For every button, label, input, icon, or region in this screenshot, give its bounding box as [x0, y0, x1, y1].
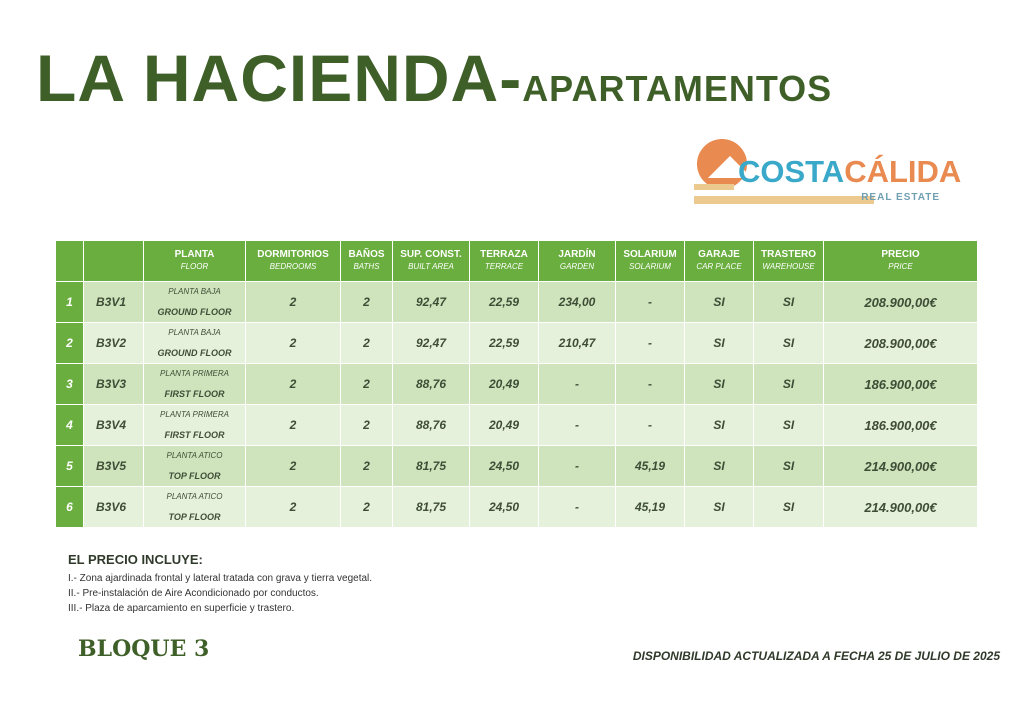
unit-code: B3V5	[84, 446, 144, 487]
unit-garage: SI	[685, 364, 754, 405]
unit-built-area: 88,76	[393, 405, 470, 446]
header-baths: BAÑOS BATHS	[341, 241, 393, 282]
unit-storage: SI	[754, 323, 824, 364]
unit-bedrooms: 2	[246, 487, 341, 528]
unit-baths: 2	[341, 446, 393, 487]
unit-price: 214.900,00€	[824, 446, 978, 487]
unit-bedrooms: 2	[246, 282, 341, 323]
unit-code: B3V1	[84, 282, 144, 323]
unit-terrace: 20,49	[470, 405, 539, 446]
unit-number: 4	[56, 405, 84, 446]
unit-number: 1	[56, 282, 84, 323]
price-includes	[68, 552, 372, 616]
unit-code: B3V2	[84, 323, 144, 364]
unit-solarium: 45,19	[616, 487, 685, 528]
unit-code: B3V3	[84, 364, 144, 405]
unit-floor: PLANTA PRIMERA FIRST FLOOR	[144, 364, 246, 405]
unit-storage: SI	[754, 446, 824, 487]
title-main: LA HACIENDA-	[36, 41, 523, 115]
table-header-row	[56, 241, 978, 282]
unit-garden: -	[539, 446, 616, 487]
unit-number: 3	[56, 364, 84, 405]
unit-floor: PLANTA ATICO TOP FLOOR	[144, 487, 246, 528]
unit-code: B3V6	[84, 487, 144, 528]
unit-floor: PLANTA BAJA GROUND FLOOR	[144, 323, 246, 364]
header-num	[56, 241, 84, 282]
unit-storage: SI	[754, 405, 824, 446]
table-row	[56, 282, 978, 323]
unit-terrace: 24,50	[470, 487, 539, 528]
header-garden: JARDÍN GARDEN	[539, 241, 616, 282]
unit-garden: -	[539, 364, 616, 405]
unit-garden: -	[539, 405, 616, 446]
unit-terrace: 22,59	[470, 323, 539, 364]
table-row	[56, 487, 978, 528]
unit-price: 186.900,00€	[824, 364, 978, 405]
unit-solarium: -	[616, 282, 685, 323]
unit-baths: 2	[341, 282, 393, 323]
header-solarium: SOLARIUM SOLARIUM	[616, 241, 685, 282]
unit-floor: PLANTA ATICO TOP FLOOR	[144, 446, 246, 487]
unit-storage: SI	[754, 282, 824, 323]
header-garage: GARAJE CAR PLACE	[685, 241, 754, 282]
unit-garden: -	[539, 487, 616, 528]
unit-solarium: -	[616, 364, 685, 405]
block-label: BLOQUE 3	[78, 636, 210, 662]
header-storage: TRASTERO WAREHOUSE	[754, 241, 824, 282]
unit-garage: SI	[685, 446, 754, 487]
unit-floor: PLANTA BAJA GROUND FLOOR	[144, 282, 246, 323]
includes-item: II.- Pre-instalación de Aire Acondicionado por conductos.	[68, 588, 319, 599]
unit-garage: SI	[685, 405, 754, 446]
unit-code: B3V4	[84, 405, 144, 446]
unit-number: 6	[56, 487, 84, 528]
unit-terrace: 24,50	[470, 446, 539, 487]
unit-built-area: 81,75	[393, 446, 470, 487]
unit-bedrooms: 2	[246, 364, 341, 405]
logo-brand	[738, 154, 961, 190]
header-terrace: TERRAZA TERRACE	[470, 241, 539, 282]
unit-bedrooms: 2	[246, 323, 341, 364]
unit-bedrooms: 2	[246, 405, 341, 446]
unit-baths: 2	[341, 405, 393, 446]
unit-built-area: 81,75	[393, 487, 470, 528]
unit-garden: 234,00	[539, 282, 616, 323]
unit-number: 5	[56, 446, 84, 487]
header-price: PRECIO PRICE	[824, 241, 978, 282]
table-row	[56, 323, 978, 364]
unit-price: 214.900,00€	[824, 487, 978, 528]
unit-garage: SI	[685, 487, 754, 528]
includes-heading: EL PRECIO INCLUYE:	[68, 552, 203, 567]
includes-item: III.- Plaza de aparcamiento en superficie y trastero.	[68, 603, 295, 614]
header-built-area: SUP. CONST. BUILT AREA	[393, 241, 470, 282]
unit-garage: SI	[685, 323, 754, 364]
unit-solarium: -	[616, 323, 685, 364]
unit-storage: SI	[754, 487, 824, 528]
unit-baths: 2	[341, 364, 393, 405]
unit-terrace: 20,49	[470, 364, 539, 405]
logo-brand-costa: COSTA	[738, 154, 845, 189]
unit-garage: SI	[685, 282, 754, 323]
availability-date: DISPONIBILIDAD ACTUALIZADA A FECHA 25 DE JULIO DE 2025	[632, 649, 1000, 663]
page-title	[36, 40, 832, 116]
unit-number: 2	[56, 323, 84, 364]
unit-baths: 2	[341, 487, 393, 528]
costa-calida-logo	[694, 134, 962, 210]
unit-bedrooms: 2	[246, 446, 341, 487]
logo-tagline: REAL ESTATE	[861, 192, 940, 203]
unit-price: 186.900,00€	[824, 405, 978, 446]
unit-terrace: 22,59	[470, 282, 539, 323]
unit-built-area: 92,47	[393, 323, 470, 364]
title-sub: APARTAMENTOS	[522, 68, 833, 109]
table-row	[56, 364, 978, 405]
logo-brand-calida: CÁLIDA	[844, 154, 962, 189]
unit-price: 208.900,00€	[824, 282, 978, 323]
unit-storage: SI	[754, 364, 824, 405]
includes-item: I.- Zona ajardinada frontal y lateral tratada con grava y tierra vegetal.	[68, 573, 373, 584]
unit-garden: 210,47	[539, 323, 616, 364]
unit-solarium: -	[616, 405, 685, 446]
unit-price: 208.900,00€	[824, 323, 978, 364]
header-bedrooms: DORMITORIOS BEDROOMS	[246, 241, 341, 282]
unit-built-area: 92,47	[393, 282, 470, 323]
unit-solarium: 45,19	[616, 446, 685, 487]
unit-built-area: 88,76	[393, 364, 470, 405]
table-row	[56, 405, 978, 446]
header-code	[84, 241, 144, 282]
unit-baths: 2	[341, 323, 393, 364]
units-table	[55, 240, 978, 528]
header-floor: PLANTA FLOOR	[144, 241, 246, 282]
table-row	[56, 446, 978, 487]
unit-floor: PLANTA PRIMERA FIRST FLOOR	[144, 405, 246, 446]
